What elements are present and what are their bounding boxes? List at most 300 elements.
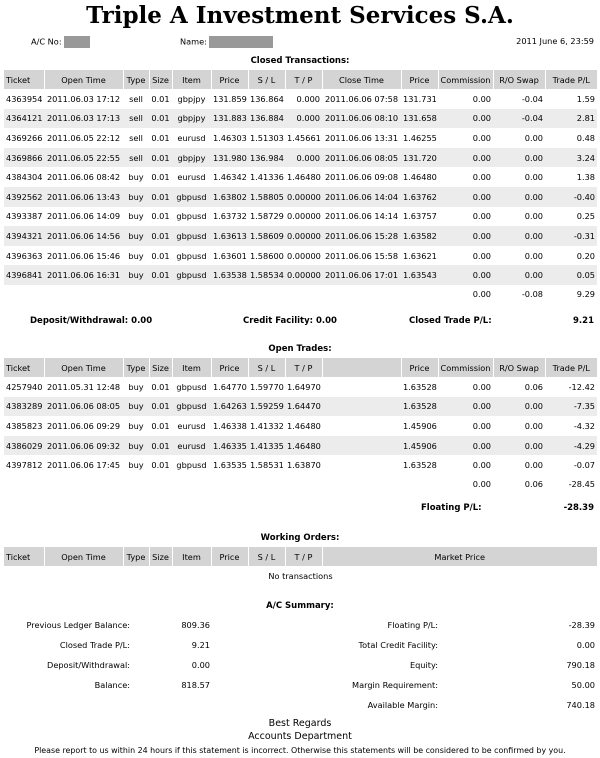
column-header: Ticket (4, 70, 44, 89)
table-cell: 1.46338 (213, 420, 247, 431)
table-cell: buy (123, 265, 149, 285)
table-cell: 0.00 (472, 172, 491, 183)
summary-heading: A/C Summary: (266, 601, 334, 611)
table-cell: 1.63762 (401, 187, 438, 207)
table-cell: buy (128, 211, 144, 222)
table-cell: 2.81 (545, 109, 597, 129)
table-cell: 1.63621 (403, 250, 437, 261)
table-cell: 4396841 (4, 265, 44, 285)
statement-date: 2011 June 6, 23:59 (516, 36, 594, 46)
table-cell: 1.63528 (403, 460, 437, 471)
table-cell: 0.00 (493, 436, 545, 456)
table-cell: buy (123, 397, 149, 417)
table-cell: 1.45906 (401, 436, 438, 456)
closed-body (4, 89, 597, 304)
table-cell: eurusd (177, 132, 206, 143)
column-header: Ticket (4, 358, 44, 377)
table-cell: 1.63802 (211, 187, 248, 207)
table-cell: 1.46335 (211, 436, 248, 456)
table-cell: 0.01 (149, 187, 172, 207)
table-cell: 0.00 (472, 93, 491, 104)
table-cell: 131.720 (401, 148, 438, 168)
column-header: Ticket (4, 547, 44, 566)
table-cell: 0.00 (524, 460, 543, 471)
table-cell: eurusd (177, 172, 206, 183)
table-cell: buy (128, 381, 144, 392)
table-cell: 1.46303 (213, 132, 247, 143)
table-cell: 2011.06.06 17:01 (322, 265, 401, 285)
column-header: Open Time (44, 358, 123, 377)
empty-cell (211, 285, 248, 304)
table-cell: 2011.06.06 08:05 (322, 148, 401, 168)
table-cell: gbpjpy (172, 109, 211, 129)
table-cell: eurusd (172, 436, 211, 456)
summary-label: Equity: (409, 660, 438, 670)
column-header: S / L (248, 547, 285, 566)
column-header: R/O Swap (493, 70, 545, 89)
table-cell: 0.00 (438, 397, 493, 417)
column-header (322, 358, 401, 377)
table-cell: eurusd (177, 420, 206, 431)
table-cell: 0.01 (151, 93, 170, 104)
table-cell: -4.32 (573, 420, 595, 431)
table-cell: 131.859 (213, 93, 247, 104)
table-cell: sell (123, 109, 149, 129)
table-cell: 0.01 (151, 381, 170, 392)
table-cell: 0.01 (151, 172, 170, 183)
column-header: Item (172, 547, 211, 566)
summary-label: Floating P/L: (387, 620, 438, 630)
table-cell: 2011.06.05 22:55 (44, 148, 123, 168)
company-title: Triple A Investment Services S.A. (86, 2, 514, 29)
table-cell: 1.63732 (213, 211, 247, 222)
table-row (4, 455, 597, 475)
table-cell: 1.58534 (248, 265, 285, 285)
empty-cell (149, 475, 172, 494)
table-cell (322, 416, 401, 436)
table-cell: 0.00 (524, 420, 543, 431)
column-header: T / P (285, 358, 322, 377)
table-cell: 1.63543 (401, 265, 438, 285)
summary-value: 50.00 (571, 680, 595, 690)
account-number-redacted (64, 36, 90, 48)
column-header: Size (149, 70, 172, 89)
table-cell: 2011.06.06 09:32 (44, 436, 123, 456)
summary-value: 740.18 (566, 700, 595, 710)
table-cell: 0.00 (438, 148, 493, 168)
table-cell: 1.46480 (287, 172, 321, 183)
table-cell: 1.58600 (250, 250, 284, 261)
table-row (4, 436, 597, 456)
table-cell: 2011.06.06 17:45 (46, 460, 121, 471)
table-cell: 1.63535 (213, 460, 247, 471)
table-cell: buy (123, 436, 149, 456)
column-header: Item (172, 358, 211, 377)
table-cell: gbpusd (172, 265, 211, 285)
table-cell: 1.63528 (401, 397, 438, 417)
empty-cell (123, 475, 149, 494)
empty-cell (285, 285, 322, 304)
deposit-withdrawal-line: Deposit/Withdrawal: 0.00 (30, 316, 153, 326)
table-cell: 136.984 (248, 148, 285, 168)
table-row (4, 128, 597, 148)
table-cell: 1.45906 (403, 420, 437, 431)
no-transactions-text: No transactions (268, 570, 333, 581)
empty-cell (172, 475, 211, 494)
totals-row (4, 475, 597, 494)
table-cell: 4384304 (6, 172, 43, 183)
table-cell: 2011.06.03 17:12 (46, 93, 121, 104)
table-cell: 0.00000 (285, 187, 322, 207)
empty-cell (248, 475, 285, 494)
table-row (4, 265, 597, 285)
table-cell: 2011.06.06 16:31 (44, 265, 123, 285)
column-header: Price (211, 547, 248, 566)
working-header-row (4, 547, 597, 566)
table-cell: 3.24 (545, 148, 597, 168)
column-header: Type (123, 358, 149, 377)
table-cell: 1.41336 (250, 172, 284, 183)
table-cell: 2011.06.06 14:04 (322, 187, 401, 207)
summary-value: 0.00 (576, 640, 595, 650)
summary-value: 809.36 (181, 620, 210, 630)
table-cell: 0.000 (285, 109, 322, 129)
column-header: Price (401, 358, 438, 377)
table-cell: 1.46480 (287, 420, 321, 431)
summary-value: 818.57 (181, 680, 210, 690)
table-row (4, 89, 597, 109)
summary-label: Total Credit Facility: (358, 640, 438, 650)
table-cell: 1.58805 (248, 187, 285, 207)
table-cell: 0.00 (493, 187, 545, 207)
table-cell: 2011.06.06 14:14 (324, 211, 399, 222)
table-cell: 2011.06.06 15:46 (46, 250, 121, 261)
table-cell: 0.000 (285, 148, 322, 168)
table-cell: 4392562 (4, 187, 44, 207)
summary-label: Closed Trade P/L: (59, 640, 130, 650)
working-empty-row (4, 566, 597, 586)
table-cell: 4257940 (6, 381, 43, 392)
table-cell: 0.00 (472, 132, 491, 143)
column-header: T / P (285, 547, 322, 566)
total-commission: 0.00 (472, 289, 491, 300)
table-cell: 1.63528 (403, 381, 437, 392)
table-cell: gbpusd (176, 211, 207, 222)
table-cell: -0.07 (573, 460, 595, 471)
table-cell: sell (123, 148, 149, 168)
empty-cell (211, 475, 248, 494)
table-cell: 1.58531 (250, 460, 284, 471)
summary-value: 790.18 (566, 660, 595, 670)
table-cell: 0.01 (149, 397, 172, 417)
table-cell: 0.01 (151, 132, 170, 143)
table-cell: 2011.06.06 14:56 (44, 226, 123, 246)
table-cell: 1.46342 (213, 172, 247, 183)
column-header: Size (149, 358, 172, 377)
table-cell: 0.00 (438, 109, 493, 129)
table-cell: 2011.06.03 17:13 (44, 109, 123, 129)
table-cell: gbpusd (172, 397, 211, 417)
table-cell: buy (123, 226, 149, 246)
open-trades-table (4, 358, 597, 494)
table-cell: 0.00000 (287, 211, 321, 222)
summary-label: Balance: (94, 680, 130, 690)
table-cell: gbpjpy (172, 148, 211, 168)
table-row (4, 207, 597, 227)
empty-cell (149, 285, 172, 304)
table-cell: 1.63613 (211, 226, 248, 246)
table-cell: buy (128, 460, 144, 471)
table-cell: 0.20 (576, 250, 595, 261)
account-name-label: Name: (180, 36, 207, 47)
table-cell: 0.25 (576, 211, 595, 222)
table-row (4, 246, 597, 266)
account-number (31, 36, 90, 48)
table-cell: sell (129, 93, 143, 104)
table-cell: 0.00 (524, 250, 543, 261)
table-cell: 0.00 (472, 460, 491, 471)
table-cell: -0.04 (493, 109, 545, 129)
table-row (4, 416, 597, 436)
summary-value: 9.21 (191, 640, 210, 650)
table-cell: 0.000 (296, 93, 320, 104)
table-cell: 0.48 (576, 132, 595, 143)
column-header: Trade P/L (545, 70, 597, 89)
column-header: Close Time (322, 70, 401, 89)
table-cell: 1.63757 (403, 211, 437, 222)
total-pl: -28.45 (568, 479, 595, 490)
table-cell: buy (128, 420, 144, 431)
table-cell: 4363954 (6, 93, 43, 104)
table-cell: 0.05 (545, 265, 597, 285)
table-cell: buy (128, 172, 144, 183)
empty-cell (123, 285, 149, 304)
closed-header-row (4, 70, 597, 89)
table-cell: 131.883 (211, 109, 248, 129)
table-cell: 0.00 (438, 187, 493, 207)
table-cell: 1.63870 (287, 460, 321, 471)
closed-transactions-heading: Closed Transactions: (250, 56, 350, 66)
table-cell: 0.01 (151, 460, 170, 471)
column-header: Open Time (44, 547, 123, 566)
table-cell: 0.01 (149, 226, 172, 246)
empty-cell (322, 475, 401, 494)
empty-cell (285, 475, 322, 494)
table-cell (322, 397, 401, 417)
table-cell: 4394321 (4, 226, 44, 246)
table-cell: -4.29 (545, 436, 597, 456)
table-cell: 2011.06.06 09:08 (324, 172, 399, 183)
table-cell: 0.06 (524, 381, 543, 392)
table-cell: 1.46480 (403, 172, 437, 183)
table-cell: -0.04 (521, 93, 543, 104)
table-row (4, 109, 597, 129)
empty-cell (401, 285, 438, 304)
table-cell: 0.01 (151, 250, 170, 261)
column-header: R/O Swap (493, 358, 545, 377)
table-cell: 2011.06.06 13:43 (44, 187, 123, 207)
table-cell: 2011.06.06 08:42 (46, 172, 121, 183)
open-header-row (4, 358, 597, 377)
column-header: Price (211, 70, 248, 89)
account-number-label: A/C No: (31, 36, 62, 47)
table-cell: 131.980 (211, 148, 248, 168)
table-cell: 4364121 (4, 109, 44, 129)
table-cell: gbpusd (176, 250, 207, 261)
table-cell: 2011.06.06 15:58 (324, 250, 399, 261)
table-cell: 4383289 (4, 397, 44, 417)
table-cell: 0.00 (438, 226, 493, 246)
table-cell: 4397812 (6, 460, 43, 471)
open-body (4, 377, 597, 494)
summary-label: Previous Ledger Balance: (26, 620, 130, 630)
empty-cell (44, 285, 123, 304)
table-cell: 2011.06.06 09:29 (46, 420, 121, 431)
summary-label: Deposit/Withdrawal: (47, 660, 130, 670)
open-trades-heading: Open Trades: (268, 344, 332, 354)
floating-pl-value: -28.39 (563, 503, 594, 513)
table-row (4, 187, 597, 207)
table-cell: 1.63538 (211, 265, 248, 285)
empty-cell (4, 475, 44, 494)
table-cell: 0.00 (438, 265, 493, 285)
column-header: T / P (285, 70, 322, 89)
table-cell: 4385823 (6, 420, 43, 431)
table-cell: 1.64263 (211, 397, 248, 417)
table-row (4, 397, 597, 417)
table-cell: 2011.05.31 12:48 (46, 381, 121, 392)
closed-trade-pl-value: 9.21 (573, 316, 594, 326)
total-swap: -0.08 (521, 289, 543, 300)
table-cell: 0.01 (149, 436, 172, 456)
column-header: Type (123, 547, 149, 566)
table-cell: sell (129, 132, 143, 143)
column-header: Commission (438, 70, 493, 89)
column-header: Item (172, 70, 211, 89)
table-cell: 0.00 (472, 420, 491, 431)
table-cell: 1.41332 (250, 420, 284, 431)
table-cell: 1.64970 (287, 381, 321, 392)
table-cell: 1.58609 (248, 226, 285, 246)
closed-trade-pl-label: Closed Trade P/L: (409, 316, 492, 326)
column-header: Market Price (322, 547, 597, 566)
totals-row (4, 285, 597, 304)
table-cell (322, 377, 401, 397)
table-cell: 2011.06.06 14:09 (46, 211, 121, 222)
table-cell: 0.00 (493, 265, 545, 285)
table-cell: gbpusd (172, 187, 211, 207)
table-cell: 1.59 (576, 93, 595, 104)
table-cell: 4386029 (4, 436, 44, 456)
total-pl: 9.29 (576, 289, 595, 300)
table-cell: 2011.06.06 08:10 (322, 109, 401, 129)
table-cell: 0.01 (149, 148, 172, 168)
table-cell: 1.51303 (250, 132, 284, 143)
column-header: Commission (438, 358, 493, 377)
column-header: Trade P/L (545, 358, 597, 377)
table-cell: 0.00000 (287, 250, 321, 261)
column-header: Price (211, 358, 248, 377)
table-cell: 2011.06.06 07:58 (324, 93, 399, 104)
summary-label: Available Margin: (367, 700, 438, 710)
table-cell: 2011.06.05 22:12 (46, 132, 121, 143)
table-cell: 0.00 (524, 132, 543, 143)
account-name (180, 36, 273, 48)
total-commission: 0.00 (472, 479, 491, 490)
table-cell: 1.64470 (285, 397, 322, 417)
total-swap: 0.06 (524, 479, 543, 490)
table-cell: gbpusd (176, 381, 207, 392)
table-cell: 0.00 (493, 226, 545, 246)
table-cell: 131.731 (403, 93, 437, 104)
table-cell: 1.64770 (213, 381, 247, 392)
table-cell: 1.46255 (403, 132, 437, 143)
accounts-department: Accounts Department (248, 731, 352, 742)
table-cell: -0.31 (545, 226, 597, 246)
table-row (4, 167, 597, 187)
column-header: Price (401, 70, 438, 89)
table-cell: 4369866 (4, 148, 44, 168)
table-cell: 1.59259 (248, 397, 285, 417)
table-cell: 0.00 (493, 397, 545, 417)
table-cell: 0.00 (438, 436, 493, 456)
table-cell: gbpjpy (177, 93, 206, 104)
empty-cell (4, 285, 44, 304)
credit-facility-line: Credit Facility: 0.00 (243, 316, 337, 326)
summary-value: 0.00 (191, 660, 210, 670)
column-header: Open Time (44, 70, 123, 89)
best-regards: Best Regards (268, 718, 332, 729)
table-cell: 4369266 (6, 132, 43, 143)
table-cell: 0.01 (149, 265, 172, 285)
table-cell: 0.00 (472, 381, 491, 392)
table-cell: 0.01 (149, 109, 172, 129)
table-cell: gbpusd (176, 460, 207, 471)
table-cell: -12.42 (568, 381, 595, 392)
table-cell: 4393387 (6, 211, 43, 222)
table-cell: buy (128, 250, 144, 261)
table-cell: 1.59770 (250, 381, 284, 392)
table-cell: 0.00000 (285, 226, 322, 246)
table-cell: -0.40 (545, 187, 597, 207)
account-name-redacted (209, 36, 273, 48)
table-cell: 1.46480 (285, 436, 322, 456)
table-cell: buy (123, 187, 149, 207)
table-cell: 0.00 (493, 148, 545, 168)
table-cell (322, 455, 401, 475)
table-cell: 131.658 (401, 109, 438, 129)
working-orders-heading: Working Orders: (260, 533, 340, 543)
table-cell: 4396363 (6, 250, 43, 261)
empty-cell (401, 475, 438, 494)
table-cell: 0.00000 (285, 265, 322, 285)
table-cell (322, 436, 401, 456)
empty-cell (248, 285, 285, 304)
table-cell: 136.884 (248, 109, 285, 129)
working-orders-table (4, 547, 597, 586)
table-cell: 1.41335 (248, 436, 285, 456)
table-row (4, 148, 597, 168)
empty-cell (322, 285, 401, 304)
table-row (4, 226, 597, 246)
table-cell: 0.00 (472, 250, 491, 261)
table-cell: 0.00 (524, 172, 543, 183)
floating-pl-label: Floating P/L: (421, 503, 482, 513)
empty-cell (44, 475, 123, 494)
table-cell: 0.00 (524, 211, 543, 222)
closed-transactions-table (4, 70, 597, 304)
table-cell: 1.38 (576, 172, 595, 183)
